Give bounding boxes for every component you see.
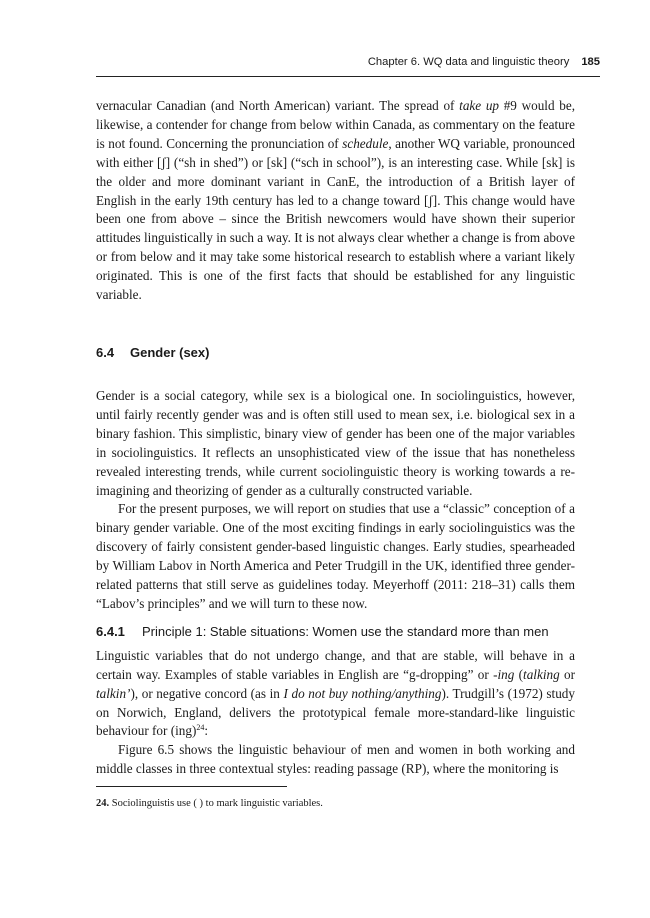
section-number: 6.4: [96, 344, 115, 360]
paragraph-1: vernacular Canadian (and North American) variant. The spread of take up #9 would be, likewise, a contender for change from below within Canada, as commentary on the feature is not found. Concerning the pronunciation of schedule, another WQ variable, pronounced with either [ʃ] (“sh in shed”) or [sk] (“sch in school”), is an interesting case. While [sk] is the older and more dominant variant in CanE, the introduction of a British layer of English in the early 19th century has led to a change toward [ʃ]. This change would have been one from above – since the British newcomers would have shown their superior attitudes linguistically in such a way. It is not always clear whether a change is from above or from below and it may take some historical research to establish where a variant likely originated. This is one of the first facts that should be established for any linguistic variable.: [96, 98, 576, 303]
footnote-number: 24.: [96, 798, 110, 809]
emphasis-schedule: schedule: [342, 135, 389, 151]
paragraph-4: Linguistic variables that do not undergo change, and that are stable, will behave in a certain way. Examples of stable variables in English are “g-dropping” or -ing (talking or talkin’), or negative concord (as in I do not buy nothing/anything). Trudgill’s (1972) study on Norwich, England, delivers the prototypical female more-standard-like linguistic behaviour for (ing)$^{24}$:: [96, 647, 575, 739]
paragraph-3: For the present purposes, we will report on studies that use a “classic” conception of a binary gender variable. One of the most exciting findings in early sociolinguistics was the discovery of fairly consistent gender-based linguistic changes. Early studies, spearheaded by William Labov in North America and Peter Trudgill in the UK, identified three gender-related patterns that still serve as guidelines today. Meyerhoff (2011: 218–31) calls them “Labov’s principles” and we will turn to these now.: [96, 501, 575, 611]
footnote-text: Sociolinguistis use ( ) to mark linguistic variables.: [111, 798, 323, 809]
main-text: [96, 97, 575, 779]
subsection-heading-6-4-1: [96, 623, 575, 641]
paragraph-5: Figure 6.5 shows the linguistic behaviour of men and women in both working and middle classes in three contextual styles: reading passage (RP), where the monitoring is: [96, 742, 575, 777]
footnote: [96, 797, 575, 811]
footnote-reference[interactable]: 24: [196, 723, 205, 733]
header-rule: [96, 76, 600, 77]
footnote-rule: [96, 786, 287, 787]
paragraph-2: Gender is a social category, while sex is a biological one. In sociolinguistics, however, until fairly recently gender was and is often still used to mean sex, i.e. biological sex in a binary fashion. This simplistic, binary view of gender has been one of the major variables in sociolinguistics. It reflects an unsophisticated view of the issue that has nonetheless revealed interesting trends, while current sociolinguistic theory is working towards a re-imagining and theorizing of gender as a culturally constructed variable.: [96, 387, 575, 498]
section-heading-6-4: [96, 344, 575, 362]
running-title: Chapter 6. WQ data and linguistic theory: [367, 56, 570, 68]
emphasis-take-up: take up: [459, 98, 500, 113]
section-title: Gender (sex): [130, 344, 210, 360]
subsection-title: Principle 1: Stable situations: Women use the standard more than men: [142, 623, 549, 639]
subsection-number: 6.4.1: [96, 623, 125, 639]
page-number: 185: [581, 56, 600, 68]
running-header: [96, 56, 600, 76]
